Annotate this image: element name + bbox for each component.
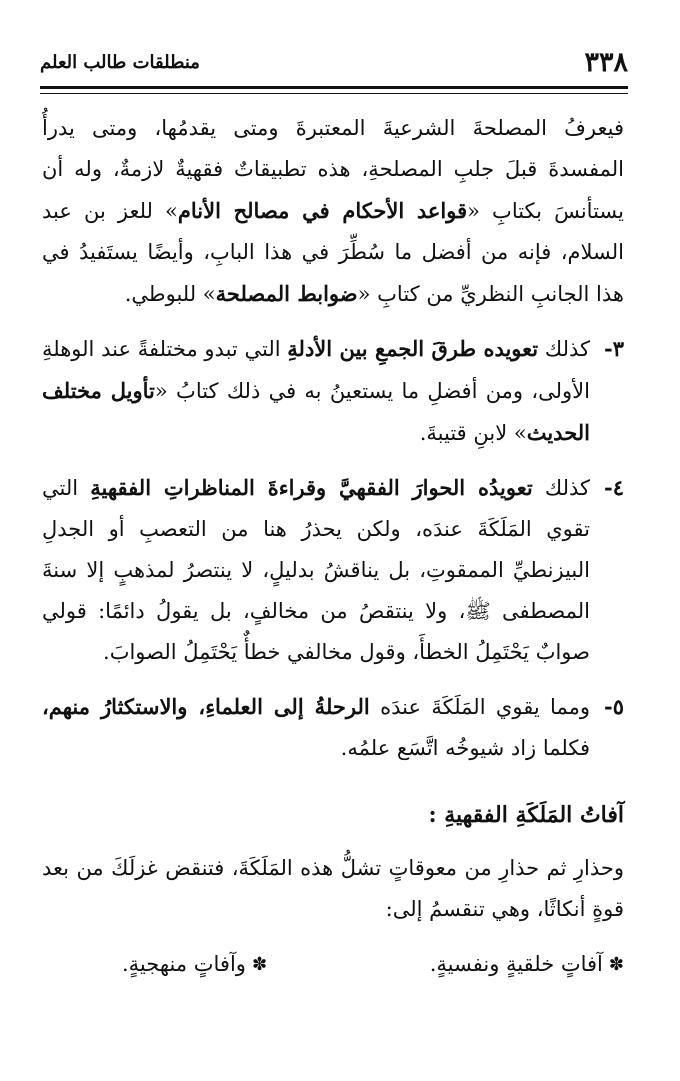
item-tail: » لابنِ قتيبةَ.	[419, 421, 527, 445]
bullet-item-1	[430, 944, 624, 985]
intro-text-1: فيعرفُ المصلحةَ الشرعيةَ المعتبرةَ ومتى يقدمُها، ومتى يدرأُ المفسدةَ قبلَ جلبِ المصلحةِ، هذه تطبيقاتٌ فقهيةٌ لازمةٌ، وله أن يستأنسَ بكتابِ «	[42, 116, 624, 223]
item-lead: كذلك	[538, 337, 590, 361]
book-title-dawabit: ضوابط المصلحة	[215, 281, 358, 306]
item-number: ٤-	[604, 475, 624, 500]
item-text	[42, 467, 590, 673]
item-number: ٥-	[604, 694, 624, 719]
section-heading	[42, 795, 624, 836]
bullet-text: وآفاتٍ منهجيةٍ.	[122, 952, 246, 976]
section-heading-text: آفاتُ المَلَكَةِ الفقهيةِ	[444, 802, 624, 828]
item-text	[42, 686, 590, 769]
section-intro: وحذارِ ثم حذارِ من معوقاتٍ تشلُّ هذه المَلَكَةَ، فتنقض غزلَكَ من بعد قوةٍ أنكاثًا، وهي تنقسمُ إلى:	[42, 856, 624, 921]
item-lead: كذلك	[532, 476, 591, 500]
bullet-text: آفاتٍ خلقيةٍ ونفسيةٍ.	[429, 952, 603, 976]
item-bold: تعويدُه الحوارَ الفقهيَّ وقراءةَ المناظراتِ الفقهيةِ	[90, 475, 533, 500]
page-number: ٣٣٨	[584, 46, 628, 78]
list-item-4	[42, 467, 624, 673]
item-number: ٣-	[604, 336, 624, 361]
asterisk-icon: ✽	[608, 954, 624, 975]
list-item-3	[42, 328, 624, 454]
section-heading-suffix: :	[428, 802, 445, 828]
intro-text-2: » للعز بن عبد السلام، فإنه من أفضل ما سُطِّرَ في هذا البابِ، وأيضًا يستَفيدُ في هذا الجانبِ النظريِّ من كتابِ «	[42, 199, 624, 306]
book-title-tawil: تأويل مختلف الحديث	[42, 378, 590, 445]
intro-text-3: » للبوطي.	[124, 282, 216, 306]
book-title-qawaid: قواعد الأحكام في مصالح الأنام	[177, 198, 468, 223]
item-lead: ومما يقوي المَلَكَةَ عندَه	[369, 695, 590, 719]
page-body	[42, 108, 624, 985]
header-rule-thin	[40, 93, 628, 94]
item-middle: التي تبدو مختلفةً عند الوهلةِ الأولى، ومن أفضلِ ما يستعينُ به في ذلك كتابُ «	[42, 337, 590, 403]
intro-paragraph	[42, 108, 624, 315]
list-item-5	[42, 686, 624, 769]
item-bold: الرحلةُ إلى العلماءِ، والاستكثارُ منهم،	[42, 694, 370, 719]
item-bold: تعويده طرقَ الجمعِ بين الأدلةِ	[287, 336, 539, 361]
item-middle: فكلما زاد شيوخُه اتَّسَع علمُه.	[340, 736, 590, 760]
bullet-list	[42, 944, 624, 985]
item-text	[42, 328, 590, 454]
bullet-item-2	[122, 944, 267, 985]
header-rule-thick	[40, 86, 628, 89]
running-title: منطلقات طالب العلم	[40, 51, 200, 73]
asterisk-icon: ✽	[251, 954, 268, 975]
item-middle: التي تقوي المَلَكَةَ عندَه، ولكن يحذرُ هنا من التعصبِ أو الجدلِ البيزنطيِّ الممقوتِ، بل يناقشُ بدليلٍ، لا ينتصرُ لمذهبٍ إلا سنةَ المصطفى ﷺ، ولا ينتقصُ من مخالفٍ، بل يقولُ دائمًا: قولي صوابٌ يَحْتَمِلُ الخطأَ، وقول مخالفي خطأٌ يَحْتَمِلُ الصوابَ.	[42, 476, 590, 664]
page-header	[40, 42, 628, 82]
